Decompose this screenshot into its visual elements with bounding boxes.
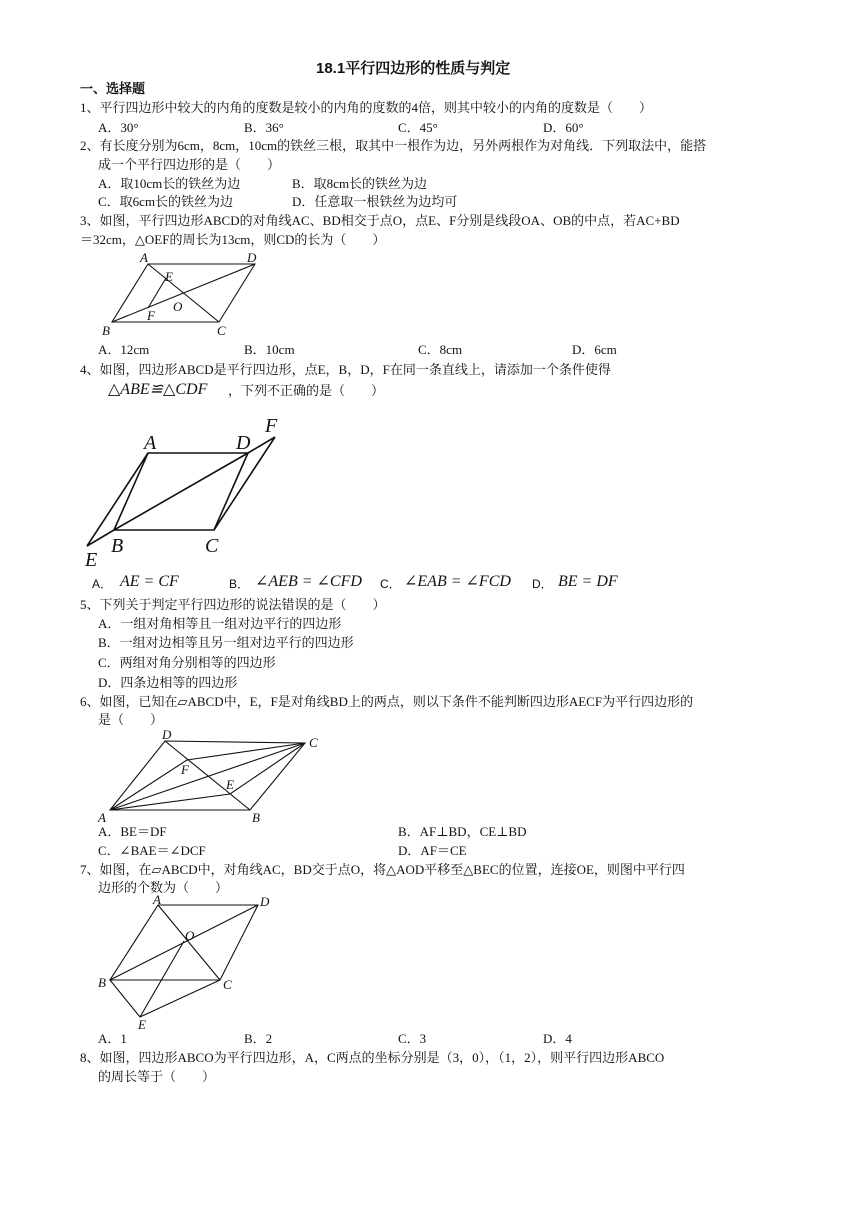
q6-label-c: C <box>309 735 318 750</box>
q3-stem-line2: ＝32cm，△OEF的周长为13cm，则CD的长为（ ） <box>80 232 386 247</box>
q7-stem-line2: 边形的个数为（ ） <box>98 880 229 895</box>
q8-stem-line1: 8、如图，四边形ABCO为平行四边形，A，C两点的坐标分别是（3，0），（1，2），则平行四边形ABCO <box>80 1050 665 1065</box>
q3-option-d: D．6cm <box>572 342 617 357</box>
q2-stem-line1: 2、有长度分别为6cm，8cm，10cm的铁丝三根，取其中一根作为边，另外两根作为对角线．下列取法中，能搭 <box>80 138 707 153</box>
section-heading: 一、选择题 <box>80 81 146 96</box>
q2-option-c: C．取6cm长的铁丝为边 <box>98 194 234 209</box>
q4-option-c-letter: C． <box>380 577 401 591</box>
q4-label-f: F <box>265 415 278 437</box>
q2-option-a: A．取10cm长的铁丝为边 <box>98 176 241 191</box>
q3-label-c: C <box>217 323 226 338</box>
q4-option-c: ∠EAB = ∠FCD <box>404 573 511 590</box>
q4-stem-math: △ABE≌△CDF <box>108 381 208 398</box>
q7-label-o: O <box>185 928 195 943</box>
q1-option-a: A．30° <box>98 120 139 135</box>
q2-option-b: B．取8cm长的铁丝为边 <box>292 176 428 191</box>
q4-label-a: A <box>144 432 157 454</box>
q4-label-b: B <box>111 535 124 557</box>
q5-option-c: C．两组对角分别相等的四边形 <box>98 655 276 670</box>
q4-figure <box>80 412 290 570</box>
q3-label-d: D <box>247 250 257 265</box>
q3-stem-line1: 3、如图，平行四边形ABCD的对角线AC、BD相交于点O，点E、F分别是线段OA、OB的中点，若AC+BD <box>80 213 680 228</box>
q7-label-d: D <box>260 894 270 909</box>
q6-option-b: B．AF⊥BD，CE⊥BD <box>398 824 527 839</box>
q3-label-a: A <box>140 250 148 265</box>
q7-label-b: B <box>98 975 106 990</box>
q7-label-c: C <box>223 977 232 992</box>
q4-option-a: AE = CF <box>120 573 179 590</box>
q7-option-b: B．2 <box>244 1031 273 1046</box>
q4-option-d: BE = DF <box>558 573 618 590</box>
q3-label-b: B <box>102 323 110 338</box>
q4-label-c: C <box>205 535 219 557</box>
q4-stem-line2: ，下列不正确的是（ ） <box>228 383 385 398</box>
q7-option-c: C．3 <box>398 1031 427 1046</box>
q6-option-d: D．AF＝CE <box>398 843 467 858</box>
q4-option-b-letter: B． <box>229 577 250 591</box>
q6-stem-line1: 6、如图，已知在▱ABCD中，E，F是对角线BD上的两点，则以下条件不能判断四边形AECF为平行四边形的 <box>80 694 694 709</box>
q3-label-o: O <box>173 299 183 314</box>
q6-option-a: A．BE＝DF <box>98 824 167 839</box>
q4-option-a-letter: A． <box>92 577 113 591</box>
q3-option-c: C．8cm <box>418 342 463 357</box>
q7-option-d: D．4 <box>543 1031 572 1046</box>
q4-option-d-letter: D． <box>532 577 553 591</box>
q1-stem: 1、平行四边形中较大的内角的度数是较小的内角的度数的4倍，则其中较小的内角的度数是（ ） <box>80 100 653 115</box>
q5-option-b: B．一组对边相等且另一组对边平行的四边形 <box>98 635 354 650</box>
q4-label-d: D <box>236 432 251 454</box>
q5-stem: 5、下列关于判定平行四边形的说法错误的是（ ） <box>80 597 386 612</box>
q6-label-e: E <box>226 777 234 792</box>
q1-option-b: B．36° <box>244 120 284 135</box>
q5-option-a: A．一组对角相等且一组对边平行的四边形 <box>98 616 342 631</box>
q6-label-a: A <box>98 810 106 825</box>
q3-figure <box>95 250 275 342</box>
q3-option-a: A．12cm <box>98 342 150 357</box>
q1-option-d: D．60° <box>543 120 584 135</box>
q6-figure <box>90 726 330 826</box>
q7-label-e: E <box>138 1017 146 1032</box>
q6-stem-line2: 是（ ） <box>98 712 164 727</box>
q2-option-d: D．任意取一根铁丝为边均可 <box>292 194 458 209</box>
q2-stem-line2: 成一个平行四边形的是（ ） <box>98 157 281 172</box>
q6-option-c: C．∠BAE＝∠DCF <box>98 843 206 858</box>
q7-option-a: A．1 <box>98 1031 127 1046</box>
q4-stem-line1: 4、如图，四边形ABCD是平行四边形，点E，B，D，F在同一条直线上，请添加一个条件使得 <box>80 362 611 377</box>
q1-option-c: C．45° <box>398 120 438 135</box>
page-title: 18.1平行四边形的性质与判定 <box>316 60 511 77</box>
q3-label-e: E <box>165 269 173 284</box>
q7-label-a: A <box>153 892 161 907</box>
q4-label-e: E <box>85 549 98 571</box>
q6-label-d: D <box>162 727 172 742</box>
q4-option-b: ∠AEB = ∠CFD <box>255 573 362 590</box>
q7-stem-line1: 7、如图，在▱ABCD中，对角线AC，BD交于点O，将△AOD平移至△BEC的位置，连接OE，则图中平行四 <box>80 862 685 877</box>
q5-option-d: D．四条边相等的四边形 <box>98 675 238 690</box>
q6-label-b: B <box>252 810 260 825</box>
q8-stem-line2: 的周长等于（ ） <box>98 1069 216 1084</box>
q3-label-f: F <box>147 308 155 323</box>
q6-label-f: F <box>181 762 189 777</box>
q7-figure <box>95 893 275 1033</box>
q3-option-b: B．10cm <box>244 342 295 357</box>
